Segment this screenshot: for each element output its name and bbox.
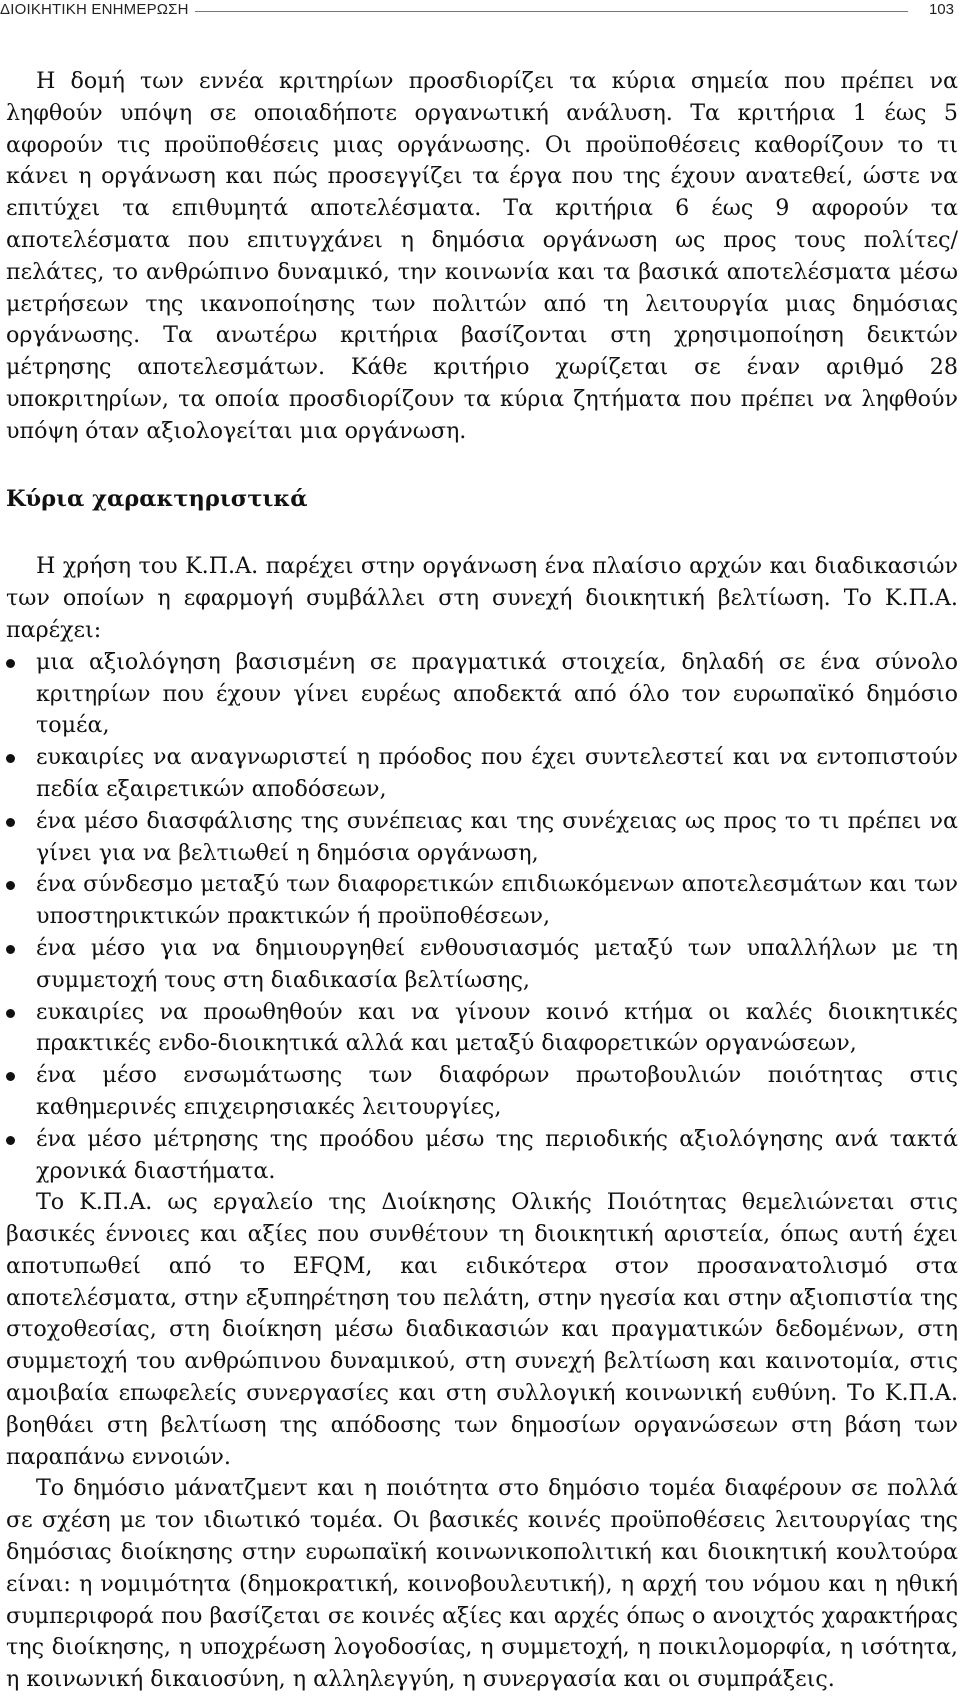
list-item <box>6 647 958 742</box>
page-body <box>6 66 958 1696</box>
list-item-text: μια αξιολόγηση βασισμένη σε πραγματικά στοιχεία, δηλαδή σε ένα σύνολο κριτηρίων που έχουν γίνει ευρέως αποδεκτά από όλο τον ευρωπαϊκό δημόσιο τομέα, <box>36 648 958 739</box>
running-header-title: ΔΙΟΙΚΗΤΙΚΗ ΕΝΗΜΕΡΩΣΗ <box>0 1 195 18</box>
list-item-text: ένα μέσο για να δημιουργηθεί ενθουσιασμός μεταξύ των υπαλλήλων με τη συμμετοχή τους στη διαδικασία βελτίωσης, <box>36 934 958 993</box>
list-item <box>6 869 958 933</box>
closing-paragraph-2: Το δημόσιο μάνατζμεντ και η ποιότητα στο δημόσιο τομέα διαφέρουν σε πολλά σε σχέση με τον ιδιωτικό τομέα. Οι βασικές κοινές προϋποθέσεις λειτουργίας της δημόσιας διοίκησης στην ευρωπαϊκή κοινωνικοπολιτική και διοικητική κουλτούρα είναι: η νομιμότητα (δημοκρατική, κοινοβουλευτική), η αρχή του νόμου και η ηθική συμπεριφορά που βασίζεται σε κοινές αξίες και αρχές όπως ο ανοιχτός χαρακτήρας της διοίκησης, η υποχρέωση λογοδοσίας, η συμμετοχή, η ποικιλομορφία, η ισότητα, η κοινωνική δικαιοσύνη, η αλληλεγγύη, η συνεργασία και οι συμπράξεις. <box>6 1475 958 1693</box>
list-item-text: ένα μέσο διασφάλισης της συνέπειας και της συνέχειας ως προς το τι πρέπει να γίνει για να βελτιωθεί η δημόσια οργάνωση, <box>36 807 958 866</box>
section-lead-paragraph: Η χρήση του Κ.Π.Α. παρέχει στην οργάνωση ένα πλαίσιο αρχών και διαδικασιών των οποίων η εφαρμογή συμβάλλει στη συνεχή διοικητική βελτίωση. Το Κ.Π.Α. παρέχει: <box>6 553 958 643</box>
page-number: 103 <box>928 1 954 18</box>
list-item <box>6 1060 958 1124</box>
bullet-icon <box>6 1009 15 1018</box>
bullet-icon <box>6 659 15 668</box>
list-item-text: ευκαιρίες να προωθηθούν και να γίνουν κοινό κτήμα οι καλές διοικητικές πρακτικές ενδο-διοικητικά αλλά και μεταξύ διαφορετικών οργανώσεων, <box>36 998 958 1057</box>
bullet-icon <box>6 1136 15 1145</box>
list-item <box>6 806 958 870</box>
section-heading: Κύρια χαρακτηριστικά <box>6 485 308 512</box>
bullet-icon <box>6 818 15 827</box>
benefits-list <box>6 647 958 1188</box>
list-item-text: ένα μέσο μέτρησης της προόδου μέσω της περιοδικής αξιολόγησης ανά τακτά χρονικά διαστήματα. <box>36 1125 958 1184</box>
list-item <box>6 997 958 1061</box>
list-item-text: ένα μέσο ενσωμάτωσης των διαφόρων πρωτοβουλιών ποιότητας στις καθημερινές επιχειρησιακές λειτουργίες, <box>36 1062 958 1120</box>
list-item <box>6 1124 958 1188</box>
running-header <box>0 0 960 22</box>
bullet-icon <box>6 1072 15 1081</box>
list-item-text: ευκαιρίες να αναγνωριστεί η πρόοδος που έχει συντελεστεί και να εντοπιστούν πεδία εξαιρετικών αποδόσεων, <box>36 744 958 802</box>
list-item <box>6 933 958 997</box>
bullet-icon <box>6 754 15 763</box>
bullet-icon <box>6 881 15 890</box>
intro-paragraph: Η δομή των εννέα κριτηρίων προσδιορίζει τα κύρια σημεία που πρέπει να ληφθούν υπόψη σε οποιαδήποτε οργανωτική ανάλυση. Τα κριτήρια 1 έως 5 αφορούν τις προϋποθέσεις μιας οργάνωσης. Οι προϋποθέσεις καθορίζουν το τι κάνει η οργάνωση και πώς προσεγγίζει τα έργα που της έχουν ανατεθεί, ώστε να επιτύχει τα επιθυμητά αποτελέσματα. Τα κριτήρια 6 έως 9 αφορούν τα αποτελέσματα που επιτυγχάνει η δημόσια οργάνωση ως προς τους πολίτες/πελάτες, το ανθρώπινο δυναμικό, την κοινωνία και τα βασικά αποτελέσματα μέσω μετρήσεων της ικανοποίησης των πολιτών από τη λειτουργία μιας δημόσιας οργάνωσης. Τα ανωτέρω κριτήρια βασίζονται στη χρησιμοποίηση δεικτών μέτρησης αποτελεσμάτων. Κάθε κριτήριο χωρίζεται σε έναν αριθμό 28 υποκριτηρίων, τα οποία προσδιορίζουν τα κύρια ζητήματα που πρέπει να ληφθούν υπόψη όταν αξιολογείται μια οργάνωση. <box>6 68 958 444</box>
list-item-text: ένα σύνδεσμο μεταξύ των διαφορετικών επιδιωκόμενων αποτελεσμάτων και των υποστηρικτικών πρακτικών ή προϋποθέσεων, <box>36 871 958 930</box>
closing-paragraph-1: Το Κ.Π.Α. ως εργαλείο της Διοίκησης Ολικής Ποιότητας θεμελιώνεται στις βασικές έννοιες και αξίες που συνθέτουν τη διοικητική αριστεία, όπως αυτή έχει αποτυπωθεί από το EFQM, και ειδικότερα στον προσανατολισμό στα αποτελέσματα, στην εξυπηρέτηση του πελάτη, στην ηγεσία και στην αξιοπιστία της στοχοθεσίας, στη διοίκηση μέσω διαδικασιών και πραγματικών δεδομένων, στη συμμετοχή του ανθρώπινου δυναμικού, στη συνεχή βελτίωση και καινοτομία, στις αμοιβαία επωφελείς συνεργασίες και στη συλλογική κοινωνική ευθύνη. Το Κ.Π.Α. βοηθάει στη βελτίωση της απόδοσης των δημοσίων οργανώσεων στη βάση των παραπάνω εννοιών. <box>6 1189 958 1470</box>
list-item <box>6 742 958 806</box>
bullet-icon <box>6 945 15 954</box>
